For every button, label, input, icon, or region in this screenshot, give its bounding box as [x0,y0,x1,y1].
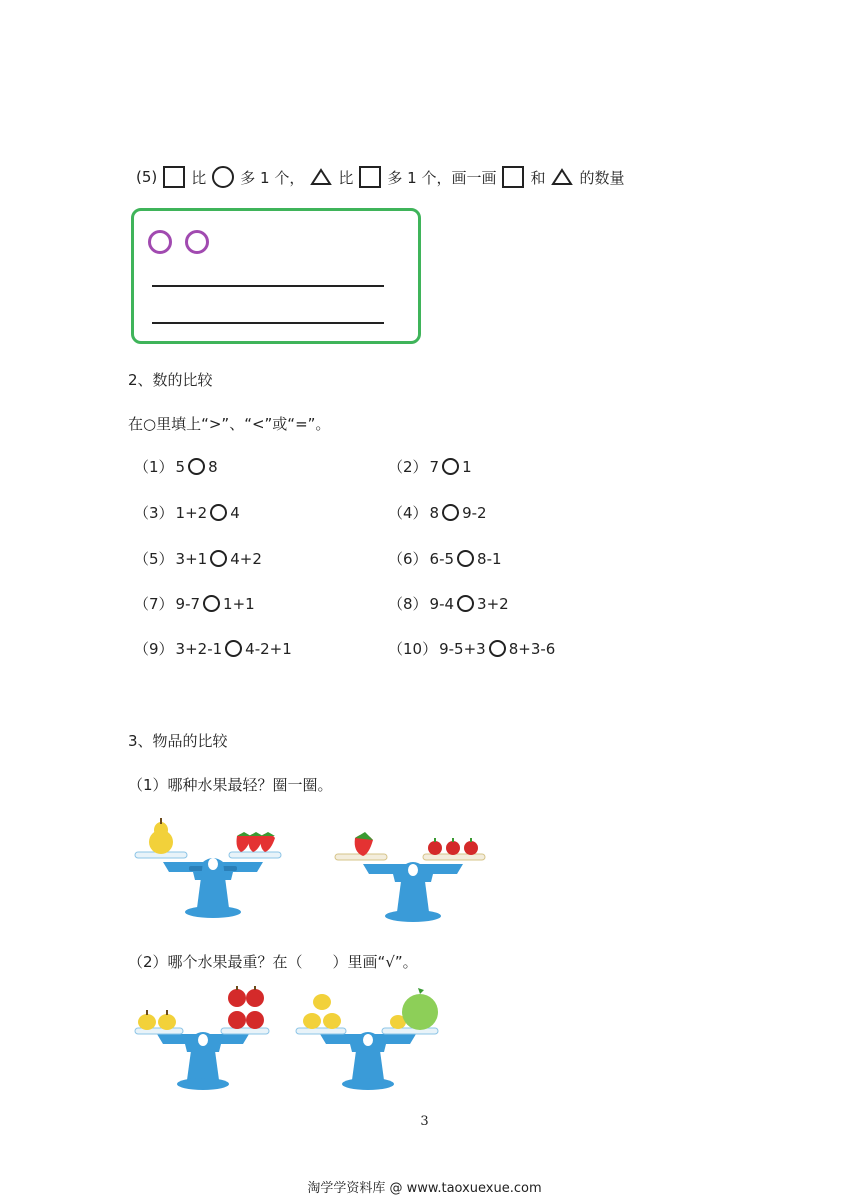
section2-instruction: 在○里填上“>”、“<”或“=”。 [128,415,331,433]
q5-text: 的数量 [579,168,625,187]
section3-q1: （1）哪种水果最轻？圈一圈。 [128,776,333,794]
answer-circle[interactable] [457,550,474,567]
left-expression: 8 [429,503,440,522]
purple-circle-icon [148,230,172,254]
q5-text: 多 1 个，画一画 [387,168,497,187]
strawberry-icon [355,832,373,856]
answer-box[interactable] [131,208,421,344]
scale-icon [135,852,281,918]
page-number: 3 [420,1114,429,1129]
item-number: （3） [134,504,174,522]
right-expression: 1+1 [223,594,255,613]
pear-icon [138,1010,176,1030]
square-icon [359,166,381,188]
triangle-icon [551,168,573,186]
right-expression: 4-2+1 [245,639,292,658]
pear-icon [303,994,406,1029]
left-expression: 9-5+3 [439,639,486,658]
right-expression: 4 [230,503,240,522]
q5-row [136,166,625,188]
q5-text: 比 [191,168,207,187]
section3-title: 3、物品的比较 [128,732,228,750]
q5-text: 比 [338,168,354,187]
scale-icon [335,854,485,922]
answer-circle[interactable] [457,595,474,612]
comparison-item [134,456,218,477]
balance-scale-2 [333,830,493,924]
circle-icon [212,166,234,188]
left-expression: 3+2-1 [175,639,223,658]
left-expression: 9-4 [429,594,455,613]
balance-scale-1 [133,816,293,920]
section3-q2: （2）哪个水果最重？在（ ）里画“√”。 [128,953,418,971]
answer-line [152,322,384,324]
cherry-icon [428,838,478,855]
answer-circle[interactable] [188,458,205,475]
answer-circle[interactable] [203,595,220,612]
item-number: （6） [388,550,428,568]
left-expression: 6-5 [429,549,455,568]
balance-scale-4 [294,988,442,1092]
right-expression: 9-2 [462,503,487,522]
balance-scale-3 [133,984,273,1092]
right-expression: 1 [462,457,472,476]
square-icon [163,166,185,188]
apple-icon [228,986,264,1029]
answer-circle[interactable] [442,458,459,475]
comparison-item [388,502,487,523]
comparison-item [388,593,509,614]
item-number: （2） [388,458,428,476]
left-expression: 1+2 [175,503,208,522]
answer-line [152,285,384,287]
right-expression: 8+3-6 [508,639,556,658]
footer-text: 淘学学资料库 @ www.taoxuexue.com [307,1181,542,1196]
right-expression: 8 [208,457,218,476]
answer-circle[interactable] [489,640,506,657]
comparison-item [388,456,472,477]
item-number: （10） [388,640,438,658]
strawberry-icon [237,832,276,852]
comparison-item [388,638,555,659]
q5-number: (5) [136,168,158,186]
comparison-item [388,548,502,569]
left-expression: 7 [429,457,440,476]
left-expression: 5 [175,457,186,476]
scale-icon [296,1028,438,1090]
item-number: （7） [134,595,174,613]
pear-icon [149,818,173,854]
section2-title: 2、数的比较 [128,371,213,389]
item-number: （5） [134,550,174,568]
square-icon [502,166,524,188]
melon-icon [402,988,438,1030]
item-number: （8） [388,595,428,613]
comparison-item [134,593,255,614]
left-expression: 3+1 [175,549,208,568]
right-expression: 8-1 [477,549,502,568]
right-expression: 3+2 [477,594,509,613]
q5-text: 和 [530,168,546,187]
comparison-item [134,638,292,659]
right-expression: 4+2 [230,549,262,568]
comparison-item [134,548,262,569]
purple-circle-icon [185,230,209,254]
q5-text: 多 1 个， [240,168,305,187]
answer-circle[interactable] [210,504,227,521]
left-expression: 9-7 [175,594,201,613]
item-number: （4） [388,504,428,522]
item-number: （1） [134,458,174,476]
answer-circle[interactable] [210,550,227,567]
item-number: （9） [134,640,174,658]
answer-circle[interactable] [442,504,459,521]
scale-icon [135,1028,269,1090]
answer-circle[interactable] [225,640,242,657]
triangle-icon [310,168,332,186]
comparison-item [134,502,240,523]
